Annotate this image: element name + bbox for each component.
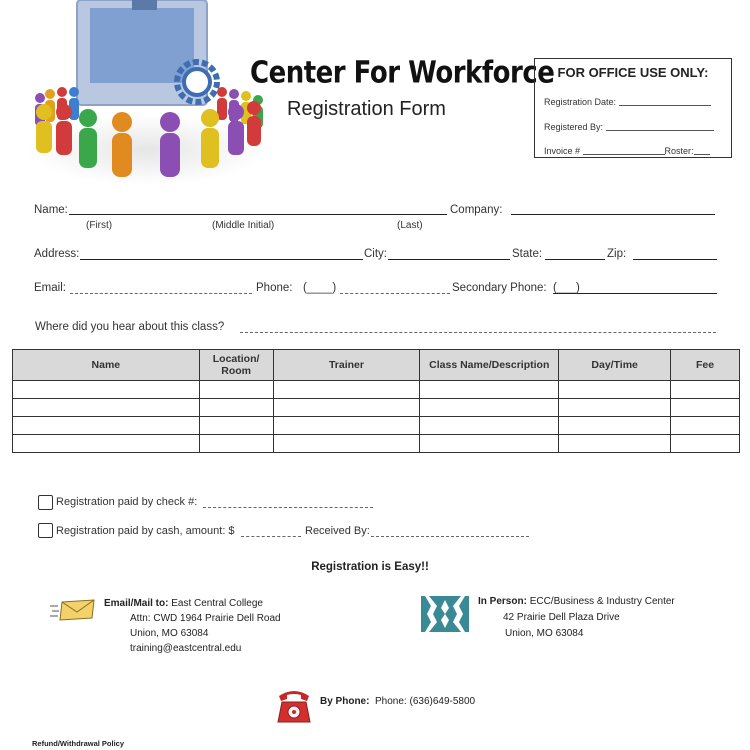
table-cell[interactable] — [273, 435, 420, 453]
page-title: Center For Workforce — [250, 56, 555, 91]
state-label: State: — [512, 248, 543, 260]
col-header-daytime: Day/Time — [559, 350, 671, 381]
company-label: Company: — [450, 204, 503, 216]
table-cell[interactable] — [273, 399, 420, 417]
received-by-label: Received By: — [305, 525, 370, 537]
phone-label: Phone: — [256, 282, 293, 294]
col-header-class: Class Name/Description — [420, 350, 559, 381]
table-row — [13, 417, 740, 435]
office-use-box — [534, 58, 732, 158]
mail-line-3: Union, MO 63084 — [130, 628, 209, 639]
first-sublabel: (First) — [86, 220, 113, 231]
invoice-roster-field[interactable]: Invoice # Roster: — [544, 146, 710, 156]
table-cell[interactable] — [273, 417, 420, 435]
table-cell[interactable] — [420, 381, 559, 399]
telephone-icon — [276, 686, 312, 729]
col-header-trainer: Trainer — [273, 350, 420, 381]
table-cell[interactable] — [199, 381, 273, 399]
check-payment-label: Registration paid by check #: — [56, 496, 198, 508]
state-input[interactable] — [545, 259, 605, 260]
hear-input[interactable] — [240, 332, 716, 333]
phone-area-code: (____) — [303, 282, 337, 294]
table-header-row — [13, 350, 740, 381]
col-header-location: Location/ Room — [199, 350, 273, 381]
by-phone-line: By Phone: Phone: (636)649-5800 — [320, 696, 476, 707]
table-cell[interactable] — [559, 435, 671, 453]
table-cell[interactable] — [420, 399, 559, 417]
table-cell[interactable] — [273, 381, 420, 399]
refund-policy-heading: Refund/Withdrawal Policy — [32, 739, 125, 748]
table-cell[interactable] — [199, 417, 273, 435]
in-person-line-1: In Person: ECC/Business & Industry Center — [478, 596, 675, 607]
table-row — [13, 435, 740, 453]
check-number-input[interactable] — [203, 507, 373, 508]
name-input[interactable] — [69, 214, 447, 215]
company-input[interactable] — [511, 214, 715, 215]
hear-label: Where did you hear about this class? — [35, 321, 225, 333]
mail-line-1: Email/Mail to: East Central College — [104, 598, 263, 609]
address-input[interactable] — [80, 259, 363, 260]
table-cell[interactable] — [559, 417, 671, 435]
address-label: Address: — [34, 248, 80, 260]
table-cell[interactable] — [559, 381, 671, 399]
table-row — [13, 381, 740, 399]
registration-date-field[interactable]: Registration Date: — [544, 97, 711, 107]
secondary-phone-label: Secondary Phone: — [452, 282, 547, 294]
registered-by-field[interactable]: Registered By: — [544, 122, 714, 132]
table-cell[interactable] — [420, 435, 559, 453]
in-person-line-3: Union, MO 63084 — [505, 628, 584, 639]
table-cell[interactable] — [671, 399, 740, 417]
in-person-line-2: 42 Prairie Dell Plaza Drive — [503, 612, 620, 623]
class-table — [12, 349, 740, 453]
secondary-phone-area-code: (___) — [553, 282, 580, 294]
check-payment-checkbox[interactable] — [38, 495, 53, 510]
name-label: Name: — [34, 204, 68, 216]
table-cell[interactable] — [420, 417, 559, 435]
mail-email[interactable]: training@eastcentral.edu — [130, 643, 242, 654]
email-input[interactable] — [70, 293, 252, 294]
ecc-logo-icon — [421, 596, 469, 637]
zip-input[interactable] — [633, 259, 717, 260]
received-by-input[interactable] — [371, 536, 529, 537]
cash-payment-label: Registration paid by cash, amount: $ — [56, 525, 235, 537]
table-cell[interactable] — [671, 381, 740, 399]
middle-sublabel: (Middle Initial) — [212, 220, 275, 231]
office-use-heading: FOR OFFICE USE ONLY: — [557, 65, 709, 80]
page-subtitle: Registration Form — [287, 98, 446, 120]
table-cell[interactable] — [13, 435, 200, 453]
last-sublabel: (Last) — [397, 220, 423, 231]
registration-easy-heading: Registration is Easy!! — [311, 561, 429, 573]
table-cell[interactable] — [199, 399, 273, 417]
cash-amount-input[interactable] — [241, 536, 301, 537]
secondary-phone-input[interactable] — [553, 293, 717, 294]
table-cell[interactable] — [13, 399, 200, 417]
phone-input[interactable] — [340, 293, 450, 294]
table-cell[interactable] — [13, 417, 200, 435]
mail-line-2: Attn: CWD 1964 Prairie Dell Road — [130, 613, 281, 624]
table-row — [13, 399, 740, 417]
table-cell[interactable] — [559, 399, 671, 417]
city-input[interactable] — [388, 259, 510, 260]
people-circle-logo — [22, 0, 277, 190]
table-cell[interactable] — [13, 381, 200, 399]
cash-payment-checkbox[interactable] — [38, 523, 53, 538]
envelope-icon — [50, 598, 96, 627]
table-cell[interactable] — [671, 417, 740, 435]
table-cell[interactable] — [199, 435, 273, 453]
city-label: City: — [364, 248, 387, 260]
col-header-name: Name — [13, 350, 200, 381]
col-header-fee: Fee — [671, 350, 740, 381]
zip-label: Zip: — [607, 248, 627, 260]
table-cell[interactable] — [671, 435, 740, 453]
email-label: Email: — [34, 282, 66, 294]
